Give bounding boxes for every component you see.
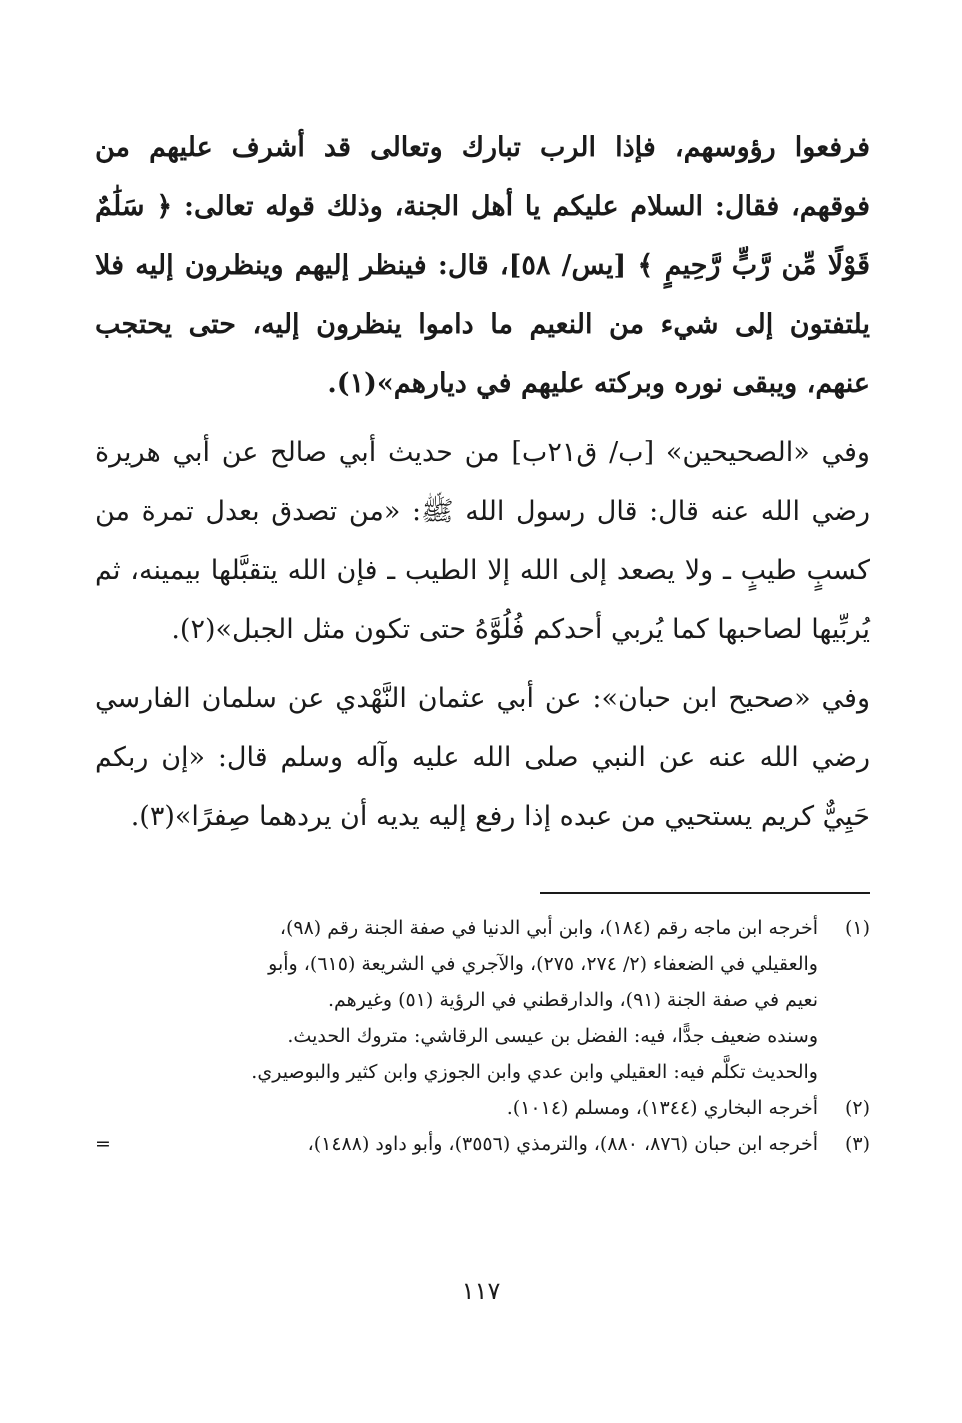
main-text: [95, 118, 870, 846]
page-number: ١١٧: [461, 1277, 501, 1305]
footnote-line: أخرجه البخاري (١٣٤٤)، ومسلم (١٠١٤).: [506, 1097, 818, 1119]
footnote-1: [95, 910, 870, 1090]
footnote-number: (٢): [844, 1097, 870, 1119]
continuation-mark: =: [95, 1133, 111, 1155]
footnote-line: والعقيلي في الضعفاء (٢/ ٢٧٤، ٢٧٥)، والآجري في الشريعة (٦١٥)، وأبو: [268, 953, 818, 975]
footnote-number: (٣): [844, 1133, 870, 1155]
footnote-line: أخرجه ابن حبان (٨٧٦، ٨٨٠)، والترمذي (٣٥٥٦)، وأبو داود (١٤٨٨)،: [307, 1133, 818, 1155]
footnote-line: وسنده ضعيف جدًّا، فيه: الفضل بن عيسى الرقاشي: متروك الحديث.: [287, 1025, 818, 1047]
footnotes: [95, 910, 870, 1162]
paragraph-1: فرفعوا رؤوسهم، فإذا الرب تبارك وتعالى قد أشرف عليهم من فوقهم، فقال: السلام عليكم يا أهل الجنة، وذلك قوله تعالى: ﴿ سَلَٰمٌ قَوْلًا مِّن رَّبٍّ رَّحِيمٍ ﴾ [يس/ ٥٨]، قال: فينظر إليهم وينظرون إليه فلا يلتفتون إلى شيء من النعيم ما داموا ينظرون إليه، حتى يحتجب عنهم، ويبقى نوره وبركته عليهم في ديارهم»(١).: [95, 132, 870, 399]
footnote-number: (١): [844, 917, 870, 939]
footnote-line: نعيم في صفة الجنة (٩١)، والدارقطني في الرؤية (٥١) وغيرهم.: [328, 989, 818, 1011]
footnote-3: [95, 1126, 870, 1162]
footnote-line: والحديث تكلَّم فيه: العقيلي وابن عدي وابن الجوزي وابن كثير والبوصيري.: [251, 1061, 818, 1083]
paragraph-3: وفي «صحيح ابن حبان»: عن أبي عثمان النَّهْدي عن سلمان الفارسي رضي الله عنه عن النبي صلى الله عليه وآله وسلم قال: «إن ربكم حَيِيٌّ كريم يستحيي من عبده إذا رفع إليه يديه أن يردهما صِفرًا»(٣).: [95, 683, 870, 832]
paragraph-2: وفي «الصحيحين» [ب/ ق٢١ب] من حديث أبي صالح عن أبي هريرة رضي الله عنه قال: قال رسول الله ﷺ: «من تصدق بعدل تمرة من كسبٍ طيبٍ ـ ولا يصعد إلى الله إلا الطيب ـ فإن الله يتقبَّلها بيمينه، ثم يُربِّيها لصاحبها كما يُربي أحدكم فُلُوَّهُ حتى تكون مثل الجبل»(٢).: [95, 437, 870, 645]
footnote-2: [95, 1090, 870, 1126]
footnote-line: أخرجه ابن ماجه رقم (١٨٤)، وابن أبي الدنيا في صفة الجنة رقم (٩٨)،: [279, 917, 818, 939]
footnote-separator: [540, 892, 870, 894]
